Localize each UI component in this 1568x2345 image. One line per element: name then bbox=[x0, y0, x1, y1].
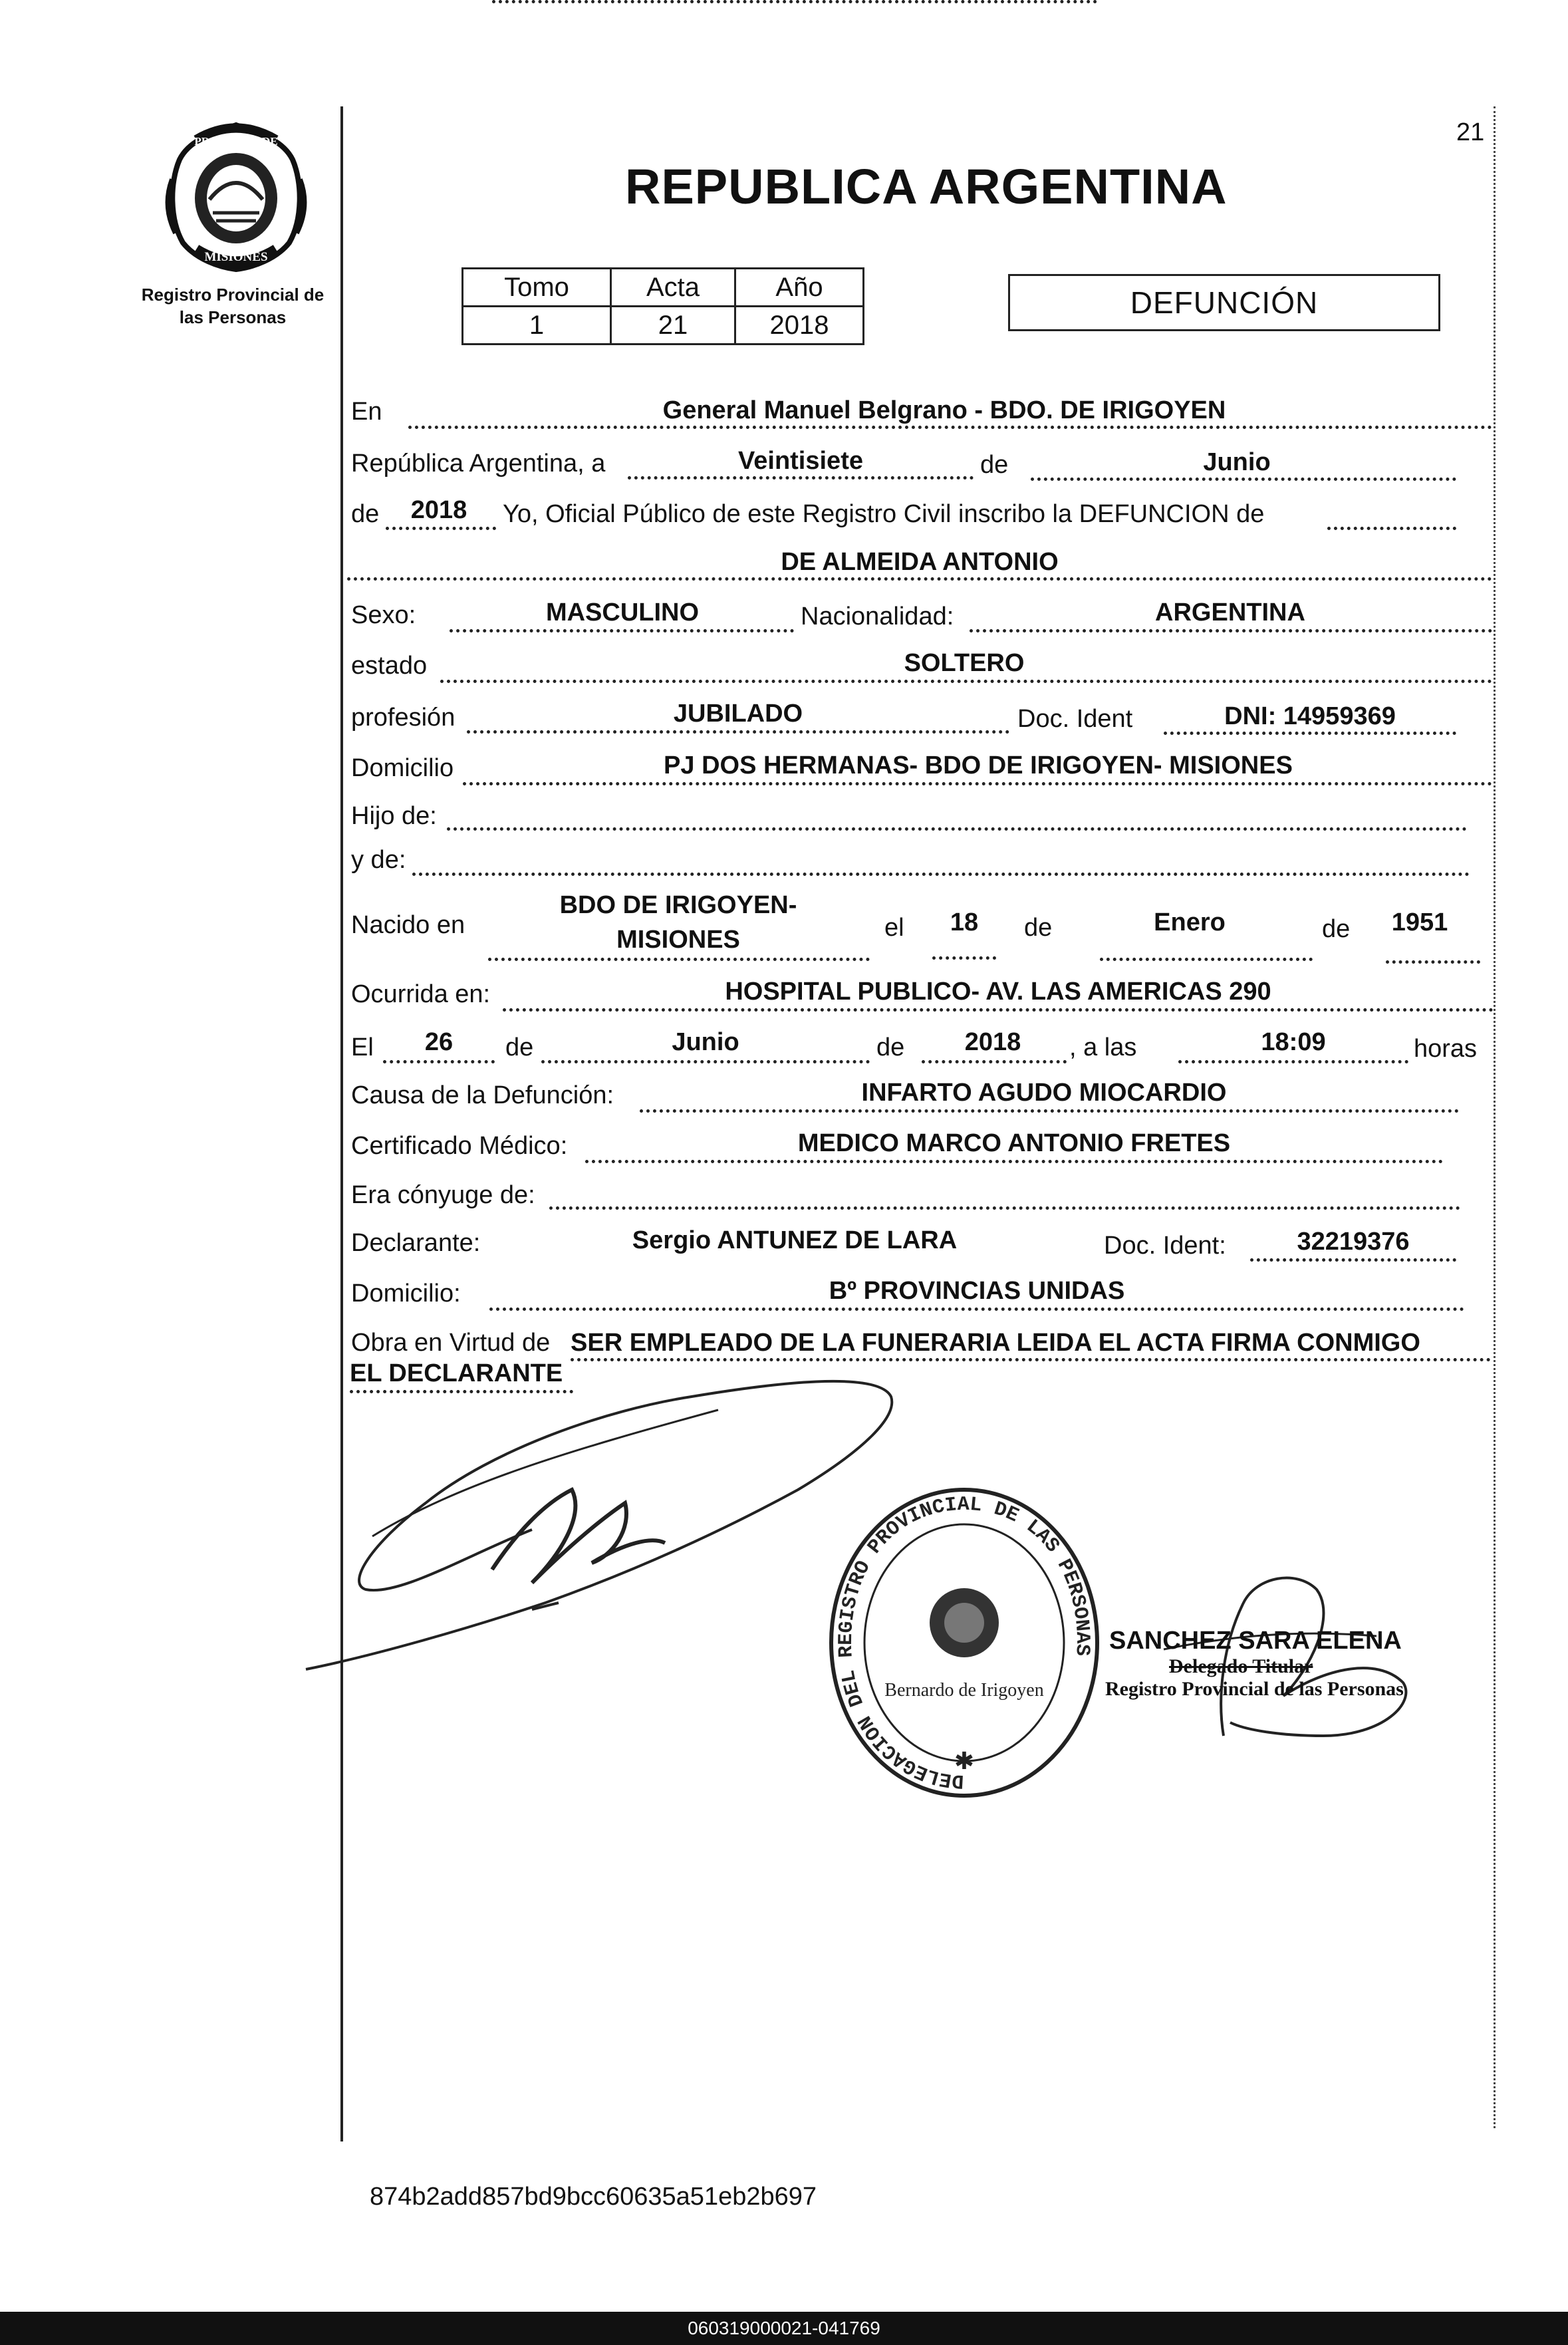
obra-value-line2: EL DECLARANTE bbox=[350, 1359, 563, 1387]
left-margin-line bbox=[340, 106, 343, 2141]
official-office: Registro Provincial de las Personas bbox=[1105, 1678, 1404, 1700]
certificado-label: Certificado Médico: bbox=[351, 1132, 568, 1160]
conyuge-label: Era cónyuge de: bbox=[351, 1181, 535, 1209]
birth-year: 1951 bbox=[1391, 908, 1448, 936]
dotted-line bbox=[489, 1308, 1464, 1311]
el-label: el bbox=[884, 914, 904, 942]
dotted-line bbox=[932, 956, 996, 960]
dotted-line bbox=[383, 1060, 495, 1063]
record-value-cell: 21 bbox=[611, 307, 735, 345]
declarante-doc-value: 32219376 bbox=[1297, 1228, 1410, 1256]
declarante-label: Declarante: bbox=[351, 1229, 481, 1257]
declarante-domicilio-label: Domicilio: bbox=[351, 1280, 461, 1308]
yo-text: Yo, Oficial Público de este Registro Civil inscribo la DEFUNCION de bbox=[503, 500, 1265, 528]
causa-value: INFARTO AGUDO MIOCARDIO bbox=[861, 1079, 1227, 1107]
dotted-line bbox=[628, 476, 974, 480]
dotted-line bbox=[412, 873, 1470, 876]
dotted-line bbox=[571, 1358, 1491, 1361]
el-cap-label: El bbox=[351, 1034, 374, 1061]
record-header-row bbox=[463, 269, 864, 307]
official-name: SANCHEZ SARA ELENA bbox=[1109, 1627, 1402, 1655]
a-las-label: , a las bbox=[1069, 1034, 1137, 1061]
death-month: Junio bbox=[672, 1028, 739, 1056]
dotted-line bbox=[922, 1060, 1067, 1063]
declarante-domicilio-value: Bº PROVINCIAS UNIDAS bbox=[829, 1277, 1125, 1305]
nacido-label: Nacido en bbox=[351, 911, 465, 939]
birth-month: Enero bbox=[1154, 908, 1226, 936]
nacionalidad-value: ARGENTINA bbox=[1155, 599, 1305, 626]
nacido-value-line1: BDO DE IRIGOYEN- bbox=[559, 891, 797, 919]
registry-caption-line: Registro Provincial de bbox=[141, 285, 325, 305]
ocurrida-label: Ocurrida en: bbox=[351, 980, 491, 1008]
dotted-line bbox=[970, 629, 1492, 632]
dotted-line bbox=[463, 782, 1492, 785]
hijo-label: Hijo de: bbox=[351, 802, 437, 830]
de-label: de bbox=[980, 451, 1009, 479]
record-value-cell: 1 bbox=[463, 307, 611, 345]
domicilio-value: PJ DOS HERMANAS- BDO DE IRIGOYEN- MISIONES bbox=[664, 752, 1293, 779]
dotted-line bbox=[1250, 1258, 1456, 1262]
year-value: 2018 bbox=[410, 496, 467, 524]
stamp-ring-text: DELEGACION DEL REGISTRO PROVINCIAL DE LAS PERSONAS bbox=[835, 1493, 1094, 1792]
dotted-line bbox=[488, 958, 870, 961]
profesion-label: profesión bbox=[351, 704, 456, 732]
sexo-label: Sexo: bbox=[351, 601, 416, 629]
document-hash: 874b2add857bd9bcc60635a51eb2b697 bbox=[370, 2183, 817, 2211]
obra-value-line1: SER EMPLEADO DE LA FUNERARIA LEIDA EL ACTA FIRMA CONMIGO bbox=[571, 1329, 1420, 1357]
en-value: General Manuel Belgrano - BDO. DE IRIGOYEN bbox=[662, 396, 1226, 424]
de-label: de bbox=[505, 1034, 534, 1061]
birth-day: 18 bbox=[950, 908, 979, 936]
dotted-line bbox=[1031, 478, 1456, 481]
dotted-line bbox=[640, 1109, 1459, 1113]
day-value: Veintisiete bbox=[738, 447, 863, 475]
dotted-line bbox=[408, 426, 1492, 429]
profesion-value: JUBILADO bbox=[673, 700, 803, 728]
record-value-row bbox=[463, 307, 864, 345]
de-label: de bbox=[1322, 915, 1351, 943]
dotted-line bbox=[386, 527, 496, 530]
estado-label: estado bbox=[351, 652, 428, 680]
declarante-value: Sergio ANTUNEZ DE LARA bbox=[632, 1226, 958, 1254]
republica-label: República Argentina, a bbox=[351, 450, 606, 478]
record-table bbox=[461, 267, 864, 345]
dotted-line bbox=[1178, 1060, 1408, 1063]
footer-code-bar bbox=[0, 2312, 1568, 2345]
footer-code: 060319000021-041769 bbox=[688, 2318, 880, 2338]
dotted-line bbox=[450, 629, 794, 632]
dotted-line bbox=[549, 1206, 1460, 1210]
de-label: de bbox=[876, 1034, 905, 1061]
dotted-line bbox=[492, 0, 1097, 3]
registry-caption bbox=[126, 283, 339, 329]
doc-label: Doc. Ident bbox=[1017, 705, 1133, 733]
nacionalidad-label: Nacionalidad: bbox=[801, 603, 954, 630]
month-value: Junio bbox=[1203, 448, 1271, 476]
dotted-line bbox=[347, 577, 1492, 581]
record-header-cell: Acta bbox=[611, 269, 735, 307]
dotted-line bbox=[503, 1008, 1494, 1012]
provincia-misiones-seal-icon bbox=[160, 120, 313, 273]
declarante-doc-label: Doc. Ident: bbox=[1104, 1232, 1226, 1260]
registry-caption-line: las Personas bbox=[179, 307, 287, 327]
page-title: REPUBLICA ARGENTINA bbox=[625, 159, 1228, 214]
sexo-value: MASCULINO bbox=[545, 599, 700, 626]
dotted-line bbox=[440, 680, 1492, 683]
dotted-line bbox=[467, 730, 1009, 734]
certificado-value: MEDICO MARCO ANTONIO FRETES bbox=[797, 1129, 1231, 1157]
death-time: 18:09 bbox=[1261, 1028, 1326, 1056]
registry-stamp bbox=[825, 1483, 1104, 1802]
dotted-line bbox=[1327, 527, 1456, 530]
causa-label: Causa de la Defunción: bbox=[351, 1081, 614, 1109]
estado-value: SOLTERO bbox=[904, 649, 1025, 677]
de-label: de bbox=[351, 500, 380, 528]
deceased-name: DE ALMEIDA ANTONIO bbox=[781, 548, 1059, 576]
de-label: de bbox=[1024, 914, 1053, 942]
dotted-line bbox=[1100, 958, 1313, 961]
stamp-inner-text: Bernardo de Irigoyen bbox=[884, 1680, 1044, 1701]
official-role: Delegado Titular bbox=[1169, 1655, 1313, 1677]
dotted-line bbox=[1164, 732, 1456, 735]
obra-label: Obra en Virtud de bbox=[351, 1329, 551, 1357]
dotted-line bbox=[447, 827, 1467, 831]
domicilio-label: Domicilio bbox=[351, 754, 454, 782]
en-label: En bbox=[351, 398, 382, 426]
record-header-cell: Tomo bbox=[463, 269, 611, 307]
official-stamp bbox=[1105, 1627, 1404, 1701]
ocurrida-value: HOSPITAL PUBLICO- AV. LAS AMERICAS 290 bbox=[725, 978, 1271, 1006]
seal-text-top: PROVINCIA DE bbox=[194, 135, 278, 148]
horas-label: horas bbox=[1414, 1035, 1478, 1063]
star-icon: ✱ bbox=[954, 1747, 975, 1774]
yde-label: y de: bbox=[351, 846, 406, 874]
dotted-line bbox=[541, 1060, 870, 1063]
right-margin-line bbox=[1494, 106, 1496, 2128]
seal-text-bottom: MISIONES bbox=[204, 250, 268, 264]
dotted-line bbox=[585, 1160, 1443, 1163]
page-number: 21 bbox=[1456, 118, 1485, 146]
doc-value: DNI: 14959369 bbox=[1224, 702, 1396, 730]
dotted-line bbox=[1386, 960, 1480, 964]
death-day: 26 bbox=[424, 1028, 454, 1056]
record-header-cell: Año bbox=[735, 269, 864, 307]
document-type-box: DEFUNCIÓN bbox=[1008, 274, 1440, 331]
death-year: 2018 bbox=[964, 1028, 1021, 1056]
nacido-value-line2: MISIONES bbox=[616, 926, 740, 954]
record-value-cell: 2018 bbox=[735, 307, 864, 345]
